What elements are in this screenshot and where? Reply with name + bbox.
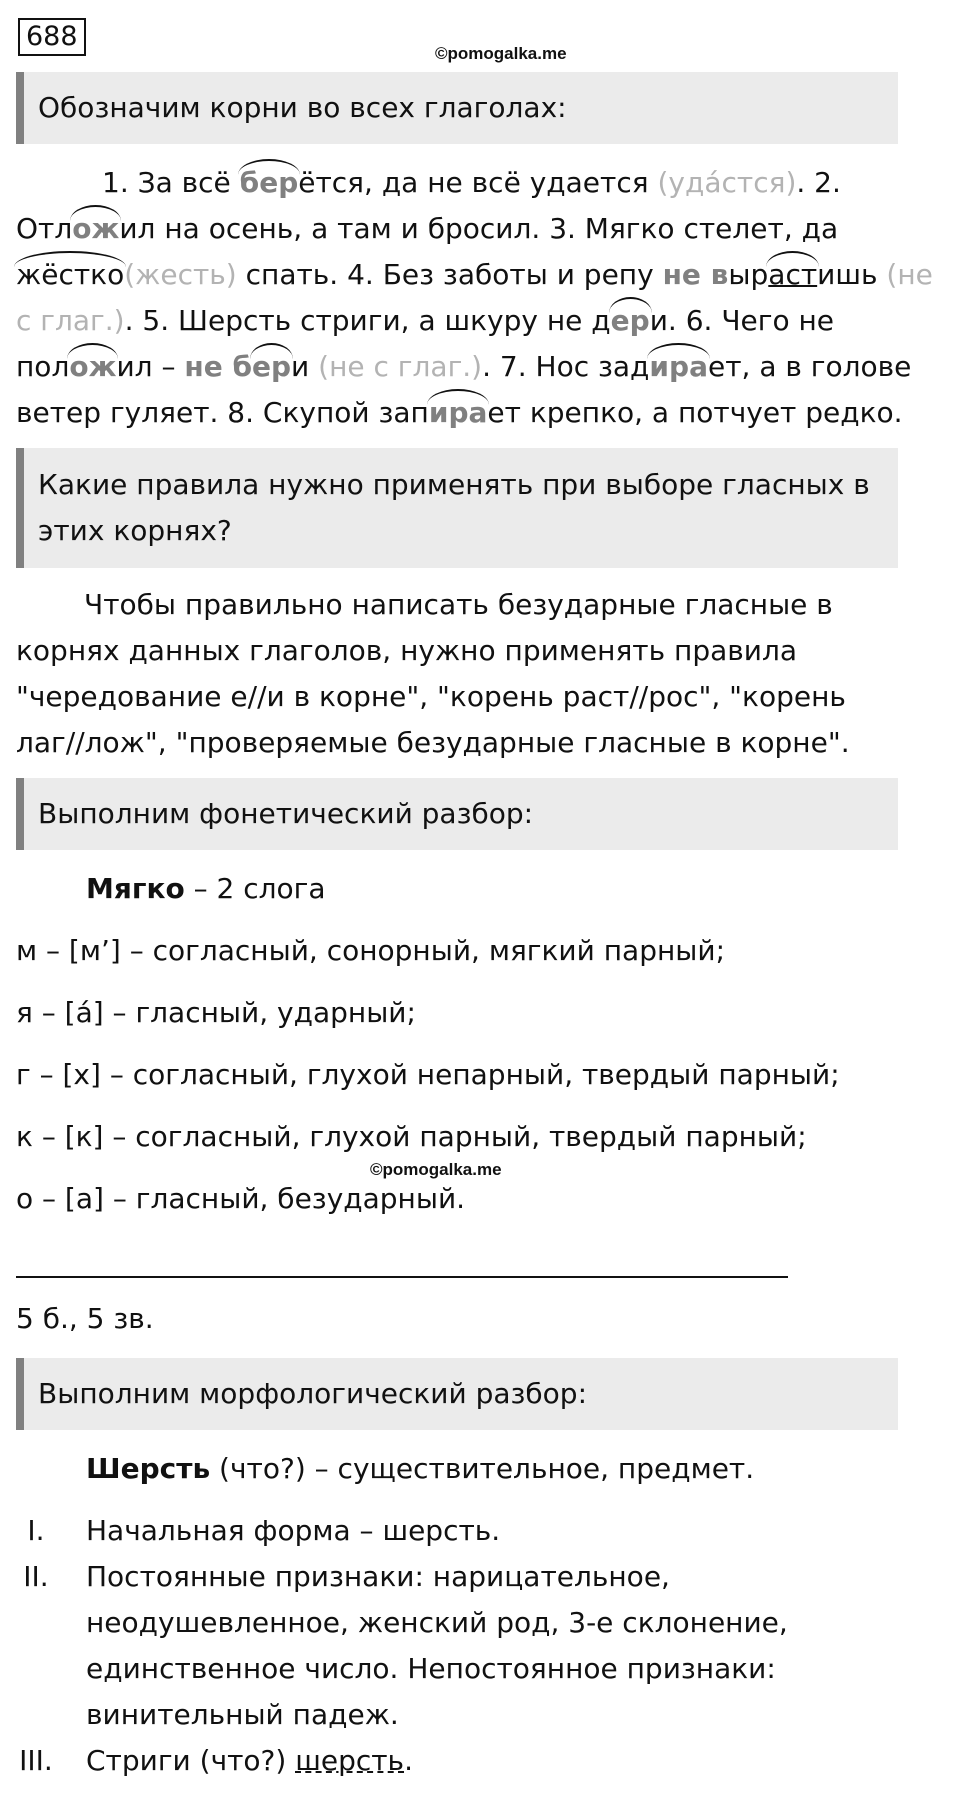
phonetic-line: г – [х] – согласный, глухой непарный, твердый парный; — [16, 1058, 840, 1091]
phonetic-summary: 5 б., 5 зв. — [16, 1302, 154, 1335]
proverb-line-6: ветер гуляет. 8. Скупой запирает крепко, а потчует редко. — [16, 390, 903, 436]
section-header-roots — [16, 72, 898, 144]
morph-word-line: Шерсть (что?) – существительное, предмет. — [86, 1452, 755, 1485]
list-item: Начальная форма – шерсть. — [86, 1514, 501, 1547]
header-text: Выполним фонетический разбор: — [38, 797, 534, 830]
proverb-line-5: положил – не бери (не с глаг.). 7. Нос задирает, а в голове — [16, 344, 911, 390]
check-word: (удáстся) — [657, 166, 797, 199]
proverb-line-2: Отложил на осень, а там и бросил. 3. Мягко стелет, да — [16, 206, 838, 252]
phonetic-word-line: Мягко – 2 слога — [86, 872, 326, 905]
answer-paragraph: Чтобы правильно написать безударные гласные в корнях данных глаголов, нужно применять правила "чередование е//и в корне", "корень раст//рос", "корень лаг//лож", "проверяемые безударные гласные в корне". — [16, 588, 850, 759]
root-arc: бер — [240, 160, 299, 206]
object-underline: шерсть — [295, 1744, 405, 1777]
proverb-line-3: жёстко(жесть) спать. 4. Без заботы и репу не вырастишь (не — [16, 252, 933, 298]
proverb-line-1: 1. За всё берётся, да не всё удается (удáстся). 2. — [102, 160, 841, 206]
section-header-morph — [16, 1358, 898, 1430]
phonetic-word: Мягко — [86, 872, 185, 905]
list-number: II. — [23, 1560, 49, 1593]
phonetic-line: м – [м’] – согласный, сонорный, мягкий парный; — [16, 934, 726, 967]
watermark-top: ©pomogalka.me — [435, 44, 567, 63]
header-text: Какие правила нужно применять при выборе гласных в этих корнях? — [38, 468, 870, 547]
exercise-number: 688 — [18, 18, 86, 56]
phonetic-line: к – [к] – согласный, глухой парный, твердый парный; — [16, 1120, 807, 1153]
section-header-rules — [16, 448, 898, 568]
header-text: Выполним морфологический разбор: — [38, 1377, 588, 1410]
list-item: Стриги (что?) шерсть. — [86, 1744, 413, 1777]
phonetic-line: я – [á] – гласный, ударный; — [16, 996, 416, 1029]
list-number: I. — [27, 1514, 45, 1547]
header-text: Обозначим корни во всех глаголах: — [38, 91, 567, 124]
phonetic-line: о – [а] – гласный, безударный. — [16, 1182, 466, 1215]
morph-word: Шерсть — [86, 1452, 211, 1485]
watermark-middle: ©pomogalka.me — [370, 1160, 502, 1179]
proverb-line-4: с глаг.). 5. Шерсть стриги, а шкуру не дери. 6. Чего не — [16, 298, 834, 344]
section-header-phonetic — [16, 778, 898, 850]
list-item: Постоянные признаки: нарицательное, неодушевленное, женский род, 3-е склонение, единственное число. Непостоянное признаки: винительный падеж. — [86, 1560, 788, 1731]
list-number: III. — [19, 1744, 53, 1777]
divider — [16, 1276, 788, 1278]
